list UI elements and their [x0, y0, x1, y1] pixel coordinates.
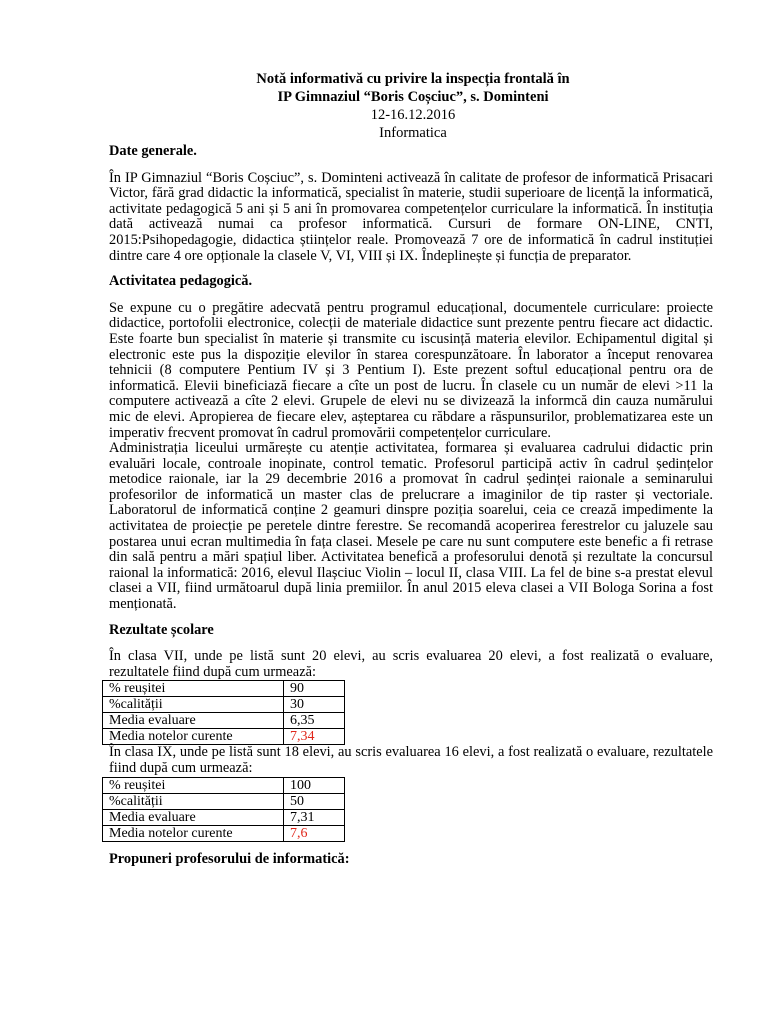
table-row — [103, 713, 345, 729]
table-cell-value-highlighted: 7,6 — [284, 825, 345, 841]
table-row — [103, 729, 345, 745]
general-paragraph: În IP Gimnaziul “Boris Coșciuc”, s. Dominteni activează în calitate de profesor de informatică Prisacari Victor, fără grad didactic la informatică, specialist în materie, studii superioare de licență la informatică, activitate pedagogică 5 ani și 5 ani în promovarea competențelor curriculare la informatică. În instituția dată activează numai ca profesor informatică. Cursuri de formare ON-LINE, CNTI, 2015:Psihopedagogie, didactica științelor reale. Promovează 7 ore de informatică în cadrul instituției dintre care 4 ore opționale la clasele V, VI, VIII și IX. Îndeplinește și funcția de preparator. — [109, 169, 713, 264]
document-title-line2: IP Gimnaziul “Boris Coșciuc”, s. Dominteni — [277, 89, 549, 105]
results-intro-class-ix: În clasa IX, unde pe listă sunt 18 elevi, au scris evaluarea 16 elevi, a fost realizată o evaluare, rezultatele fiind după cum urmează: — [109, 744, 713, 776]
table-cell-value: 7,31 — [284, 809, 345, 825]
table-row — [103, 681, 345, 697]
pedagogical-paragraph-2: Administrația liceului urmărește cu atenție activitatea, formarea și evaluarea cadrului didactic prin evaluări locale, controale inopinate, control tematic. Profesorul participă activ în cadrul ședințelor metodice raionale, iar la 29 decembrie 2016 a promovat în cadrul ședinței raionale a seminarului profesorilor de informatică un master clas de prelucrare a imaginilor de tip raster și vectoriale. Laboratorul de informatică conține 2 geamuri dinspre poziția soarelui, ceia ce crează impedimente la activitatea de proiecție pe peretele dintre ferestre. Se recomandă acoperirea ferestrelor cu jaluzele sau postarea unui ecran multimedia în fața clasei. Mesele pe care nu sunt computere este benefic a fi retrase din sală pentru a mări spațiul liber. Activitatea benefică a profesorului denotă și rezultate la concursul raional la informatică: 2016, elevul Ilașciuc Violin – locul II, clasa VIII. La fel de bine s-a prestat elevul clasei a VII, fiind următoarul după linia premiilor. În anul 2015 eleva clasei a VII Bologa Sorina a fost menționată. — [109, 440, 713, 613]
table-cell-label: Media notelor curente — [103, 729, 284, 745]
inspection-dates: 12-16.12.2016 — [370, 107, 456, 123]
table-cell-value: 50 — [284, 793, 345, 809]
section-heading-general: Date generale. — [109, 143, 197, 159]
table-cell-label: % reușitei — [103, 777, 284, 793]
table-row — [103, 697, 345, 713]
table-row — [103, 825, 345, 841]
table-cell-label: Media evaluare — [103, 809, 284, 825]
table-cell-label: Media notelor curente — [103, 825, 284, 841]
section-heading-proposals: Propuneri profesorului de informatică: — [109, 850, 350, 867]
pedagogical-paragraph-1: Se expune cu o pregătire adecvată pentru programul educațional, documentele curriculare: proiecte didactice, portofolii electronice, colecții de materiale didactice sunt prezente pentru fiecare act didactic. Este foarte bun specialist în materie și transmite cu iscusință materia elevilor. Echipamentul digital și electronic este pus la dispoziție elevilor în starea corespunzătoare. În laborator a început renovarea tehnicii (8 computere Pentium IV și 3 Pentium I). Este prezent softul educațional pentru ora de informatică. Elevii bineficiază fiecare a cîte un post de lucru. În clasele cu un număr de elevi >11 la computere activează a cîte 2 elevi. Grupele de elevi nu se divizează la informcă din cauza numărului mic de elevi. Apropierea de fiecare elev, așteptarea cu răbdare a răspunsurilor, problematizarea este un imperativ frecvent promovat în cadrul promovării competențelor curriculare. — [109, 299, 713, 441]
section-heading-pedagogical: Activitatea pedagogică. — [109, 273, 253, 290]
subject-name: Informatica — [379, 125, 447, 141]
table-cell-value: 100 — [284, 777, 345, 793]
document-header — [108, 70, 718, 142]
table-cell-label: %calității — [103, 793, 284, 809]
section-heading-results: Rezultate școlare — [109, 621, 214, 638]
document-title-line1: Notă informativă cu privire la inspecția frontală în — [256, 71, 570, 87]
results-intro-class-vii: În clasa VII, unde pe listă sunt 20 elevi, au scris evaluarea 20 elevi, a fost realizată o evaluare, rezultatele fiind după cum urmează: — [109, 648, 713, 680]
table-row — [103, 777, 345, 793]
table-row — [103, 793, 345, 809]
table-cell-label: Media evaluare — [103, 713, 284, 729]
table-cell-label: %calității — [103, 697, 284, 713]
table-row — [103, 809, 345, 825]
table-cell-value: 30 — [284, 697, 345, 713]
table-cell-value-highlighted: 7,34 — [284, 729, 345, 745]
results-table-class-ix — [102, 777, 345, 842]
table-cell-label: % reușitei — [103, 681, 284, 697]
document-body — [109, 144, 713, 878]
results-table-class-vii — [102, 680, 345, 745]
table-cell-value: 90 — [284, 681, 345, 697]
table-cell-value: 6,35 — [284, 713, 345, 729]
